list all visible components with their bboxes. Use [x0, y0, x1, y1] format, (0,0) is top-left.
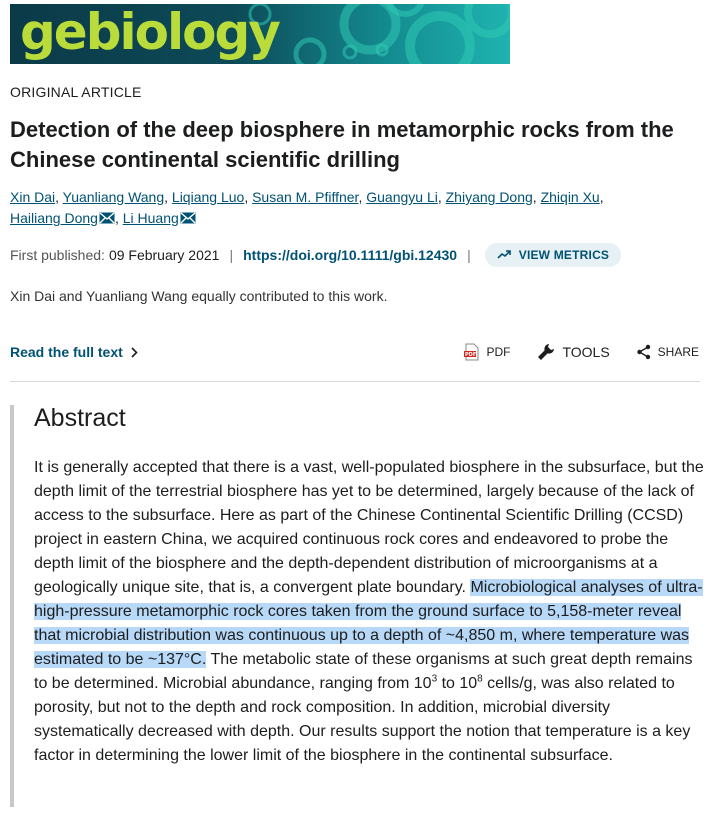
- separator: |: [229, 247, 234, 263]
- author-list: Xin Dai, Yuanliang Wang, Liqiang Luo, Susan M. Pfiffner, Guangyu Li, Zhiyang Dong, Zhiqin Xu, Hailiang Dong , Li Huang: [10, 189, 604, 226]
- tools-button[interactable]: [536, 342, 609, 362]
- doi-link[interactable]: https://doi.org/10.1111/gbi.12430: [243, 247, 458, 263]
- share-label: SHARE: [657, 345, 699, 359]
- exponent: 8: [477, 673, 483, 685]
- share-icon: [636, 344, 652, 360]
- journal-logo: gebiology: [20, 4, 279, 61]
- abstract-side-bar: [10, 405, 14, 807]
- article-tools: [438, 342, 699, 362]
- author-link[interactable]: Hailiang Dong: [10, 210, 98, 226]
- author-link[interactable]: Liqiang Luo: [171, 189, 245, 205]
- corresponding-author-mail-icon[interactable]: [99, 212, 115, 224]
- author-link[interactable]: Xin Dai: [10, 189, 56, 205]
- pdf-icon: [464, 343, 480, 361]
- separator: |: [467, 247, 471, 263]
- author-link[interactable]: Zhiyang Dong: [445, 189, 533, 205]
- author-link[interactable]: Susan M. Pfiffner: [252, 189, 359, 205]
- author-link[interactable]: Li Huang: [122, 210, 179, 226]
- abstract-text-part: The metabolic state of these organisms at such great depth remains to be determined. Microbial abundance, ranging from 10: [34, 651, 693, 692]
- first-published-label: First published:: [10, 247, 105, 263]
- publication-info: [10, 242, 621, 268]
- author-link[interactable]: Yuanliang Wang: [62, 189, 165, 205]
- chevron-right-icon: [131, 347, 138, 358]
- journal-banner[interactable]: [10, 4, 510, 64]
- abstract-heading: Abstract: [34, 404, 126, 432]
- pdf-label: PDF: [486, 345, 511, 359]
- abstract-text-part: to 10: [437, 675, 478, 692]
- abstract-text-part: It is generally accepted that there is a vast, well-populated biosphere in the subsurface, but the depth limit of the terrestrial biosphere has yet to be determined, largely because of the lack of access to the subsurface. Here as part of the Chinese Continental Scientific Drilling (CCSD) project in eastern China, we acquired continuous rock cores and endeavored to probe the depth limit of the biosphere and the depth-dependent distribution of microorganisms at a geologically unique site, that is, a convergent plate boundary.: [34, 459, 704, 596]
- article-type: ORIGINAL ARTICLE: [10, 84, 142, 100]
- abstract-text-part: cells/g, was also related to porosity, but not to the depth and rock composition. In addition, microbial diversity systematically decreased with depth. Our results support the notion that temperature is a key factor in determining the lower limit of the biosphere in the continental subsurface.: [34, 675, 691, 764]
- view-metrics-label: VIEW METRICS: [518, 248, 610, 262]
- pdf-button[interactable]: [464, 343, 510, 361]
- view-metrics-button[interactable]: [485, 243, 621, 267]
- share-button[interactable]: [636, 344, 699, 360]
- abstract-text: [34, 456, 710, 768]
- read-full-text-link[interactable]: [10, 344, 138, 360]
- highlighted-text-selection: Microbiological analyses of ultra-high-pressure metamorphic rock cores taken from the ground surface to 5,158-meter reveal that microbial distribution was continuous up to a depth of ~4,850 m, where temperature was estimated to be ~137°C.: [34, 579, 703, 668]
- author-link[interactable]: Zhiqin Xu: [540, 189, 600, 205]
- trending-up-icon: [497, 250, 511, 260]
- tools-label: TOOLS: [562, 344, 610, 360]
- exponent: 3: [431, 673, 438, 685]
- article-title: Detection of the deep biosphere in metamorphic rocks from the Chinese continental scientific drilling: [10, 117, 674, 172]
- svg-text:PDF: PDF: [465, 352, 477, 358]
- first-published-date: 09 February 2021: [108, 247, 220, 263]
- contribution-note: Xin Dai and Yuanliang Wang equally contributed to this work.: [10, 288, 388, 304]
- author-link[interactable]: Guangyu Li: [366, 189, 438, 205]
- wrench-icon: [536, 342, 556, 362]
- read-full-text-label: Read the full text: [10, 344, 123, 360]
- corresponding-author-mail-icon[interactable]: [180, 212, 196, 224]
- section-divider: [10, 381, 700, 382]
